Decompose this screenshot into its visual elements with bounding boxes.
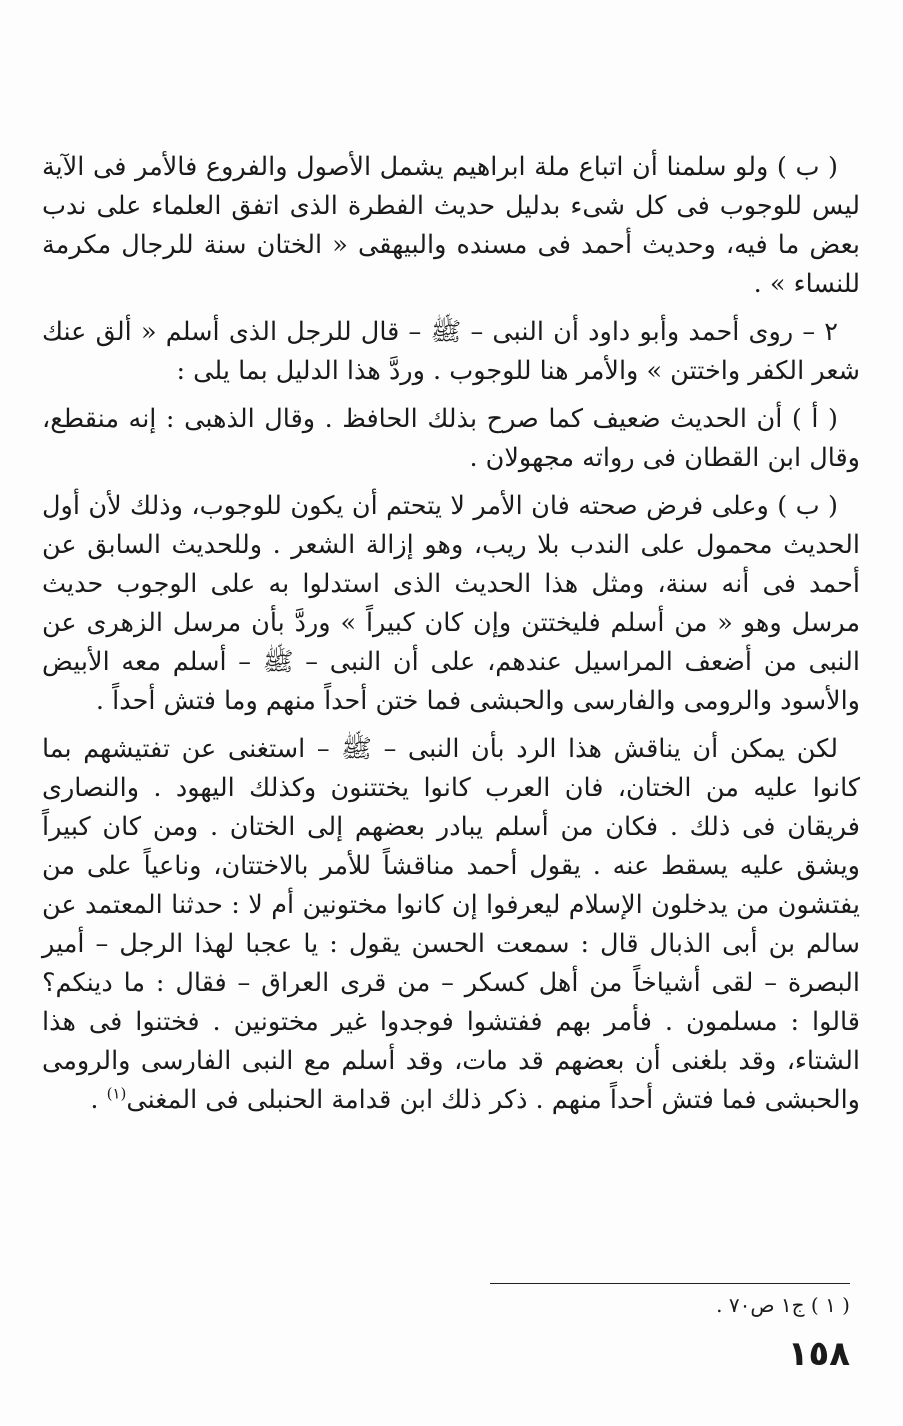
paragraph-a-weak-hadith: ( أ ) أن الحديث ضعيف كما صرح بذلك الحافظ . وقال الذهبى : إنه منقطع، وقال ابن القطان فى رواته مجهولان . <box>42 404 860 473</box>
paragraph-b-assumption: ( ب ) وعلى فرض صحته فان الأمر لا يتحتم أن يكون للوجوب، وذلك لأن أول الحديث محمول على الندب بلا ريب، وهو إزالة الشعر . وللحديث السابق عن أحمد فى أنه سنة، ومثل هذا الحديث الذى استدلوا به على الوجوب حديث مرسل وهو « من أسلم فليختتن وإن كان كبيراً » وردَّ بأن مرسل الزهرى عن النبى من أضعف المراسيل عندهم، على أن النبى – ﷺ – أسلم معه الأبيض والأسود والرومى والفارسى والحبشى فما ختن أحداً منهم وما فتش أحداً . <box>42 491 860 716</box>
paragraph-rebuttal-tail: . <box>90 1085 107 1115</box>
footnote-marker[interactable]: (١) <box>106 1084 127 1103</box>
footnote: ( ١ ) ج١ ص٧٠ . <box>716 1293 850 1317</box>
page-number: ١٥٨ <box>787 1334 850 1374</box>
body-text <box>42 148 860 1129</box>
paragraph-2-hadith: ٢ – روى أحمد وأبو داود أن النبى – ﷺ – قال للرجل الذى أسلم « ألق عنك شعر الكفر واختتن » والأمر هنا للوجوب . وردَّ هذا الدليل بما يلى : <box>42 317 860 386</box>
footnote-divider <box>490 1283 850 1284</box>
paragraph-b-inheritance: ( ب ) ولو سلمنا أن اتباع ملة ابراهيم يشمل الأصول والفروع فالأمر فى الآية ليس للوجوب فى كل شىء بدليل حديث الفطرة الذى اتفق العلماء على ندب بعض ما فيه، وحديث أحمد فى مسنده والبيهقى « الختان سنة للرجال مكرمة للنساء » . <box>42 152 860 299</box>
paragraph-rebuttal-text: لكن يمكن أن يناقش هذا الرد بأن النبى – ﷺ – استغنى عن تفتيشهم بما كانوا عليه من الختان، فان العرب كانوا يختتنون وكذلك اليهود . والنصارى فريقان فى ذلك . فكان من أسلم يبادر بعضهم إلى الختان . ومن كان كبيراً ويشق عليه يسقط عنه . يقول أحمد مناقشاً للأمر بالاختتان، وناعياً على من يفتشون من يدخلون الإسلام ليعرفوا إن كانوا مختونين أم لا : حدثنا المعتمد عن سالم بن أبى الذبال قال : سمعت الحسن يقول : يا عجبا لهذا الرجل – أمير البصرة – لقى أشياخاً من أهل كسكر – من قرى العراق – فقال : ما دينكم؟ قالوا : مسلمون . فأمر بهم ففتشوا فوجدوا غير مختونين . فختنوا فى هذا الشتاء، وقد بلغنى أن بعضهم قد مات، وقد أسلم مع النبى الفارسى والرومى والحبشى فما فتش أحداً منهم . ذكر ذلك ابن قدامة الحنبلى فى المغنى <box>42 734 860 1115</box>
paragraph-rebuttal <box>42 730 860 1120</box>
